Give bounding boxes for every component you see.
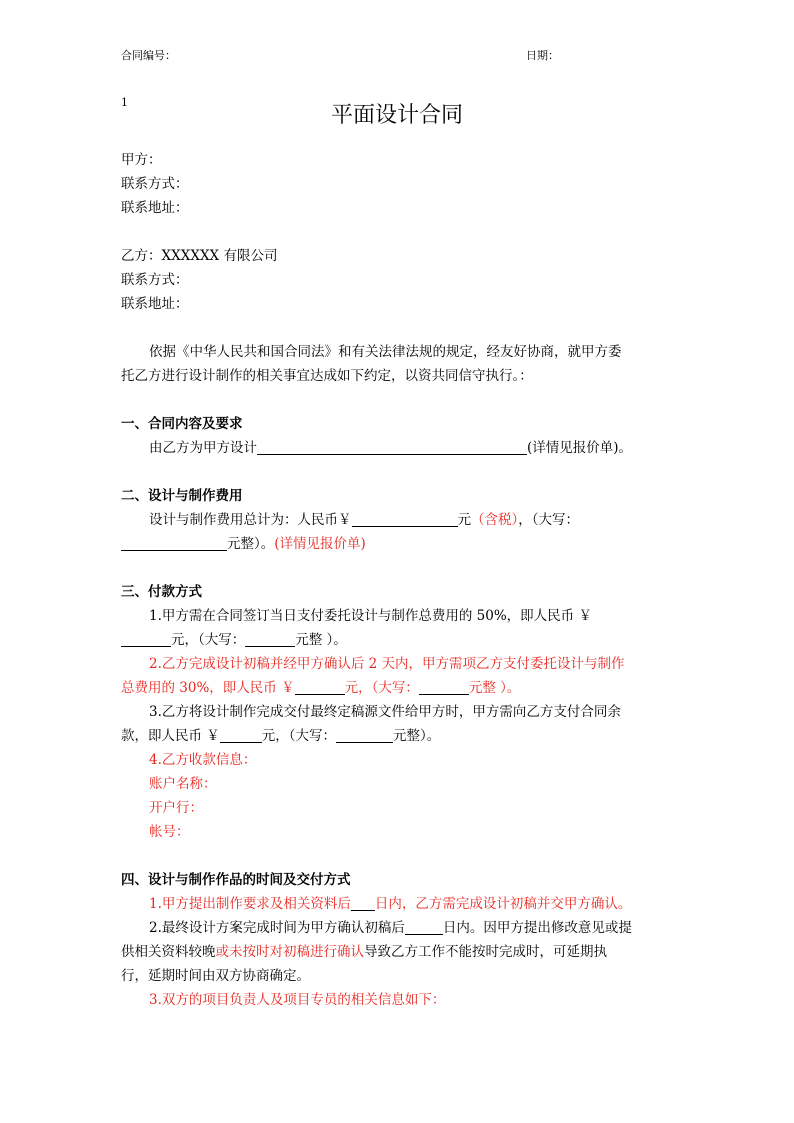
section-3-heading: 三、付款方式 [121, 584, 202, 600]
party-b-contact: 联系方式： [121, 272, 189, 288]
fee-amount-blank [352, 512, 458, 527]
contract-number-label: 合同编号： [121, 49, 176, 62]
payment-item-2-line-2: 总费用的 30%，即人民币 ￥ 元，（大写： 元整 ）。 [121, 680, 521, 696]
account-name-label: 账户名称： [149, 776, 217, 792]
delivery-item-2-line-1: 2.最终设计方案完成时间为甲方确认初稿后 日内。因甲方提出修改意见或提 [149, 920, 632, 936]
party-a-label: 甲方： [121, 152, 162, 168]
payment-item-4: 4.乙方收款信息： [149, 752, 257, 768]
design-blank [257, 440, 527, 455]
contract-body [121, 148, 669, 1012]
section-2-line-2: 元整）。(详情见报价单) [121, 532, 669, 556]
page-number: 1 [121, 96, 128, 109]
payment-item-3-line-2: 款，即人民币 ￥ 元，（大写： 元整）。 [121, 728, 441, 744]
section-1-heading: 一、合同内容及要求 [121, 416, 243, 432]
delivery-item-3: 3.双方的项目负责人及项目专员的相关信息如下： [149, 992, 446, 1008]
section-1-text: 由乙方为甲方设计 (详情见报价单)。 [149, 440, 633, 456]
payment-item-1-line-2: 元，（大写： 元整 ）。 [121, 628, 669, 652]
bank-label: 开户行： [149, 800, 203, 816]
page-title: 平面设计合同 [330, 103, 463, 128]
section-4-heading: 四、设计与制作作品的时间及交付方式 [121, 872, 351, 888]
section-2-heading: 二、设计与制作费用 [121, 488, 243, 504]
preamble-line-1: 依据《中华人民共和国合同法》和有关法律法规的规定，经友好协商，就甲方委 [149, 344, 622, 360]
party-a-contact: 联系方式： [121, 176, 189, 192]
delivery-item-2-line-2: 供相关资料较晚或未按时对初稿进行确认导致乙方工作不能按时完成时，可延期执 [121, 944, 607, 960]
party-b-label: 乙方：XXXXXX 有限公司 [121, 248, 278, 264]
party-a-address: 联系地址： [121, 200, 189, 216]
fee-uppercase-blank [121, 536, 227, 551]
preamble-line-2: 托乙方进行设计制作的相关事宜达成如下约定，以资共同信守执行。： [121, 368, 533, 384]
payment-item-2-line-1: 2.乙方完成设计初稿并经甲方确认后 2 天内，甲方需项乙方支付委托设计与制作 [149, 656, 625, 672]
payment-item-3-line-1: 3.乙方将设计制作完成交付最终定稿源文件给甲方时，甲方需向乙方支付合同余 [149, 704, 621, 720]
party-b-address: 联系地址： [121, 296, 189, 312]
payment-item-1-line-1: 1.甲方需在合同签订当日支付委托设计与制作总费用的 50%，即人民币 ￥ [149, 608, 592, 624]
date-label: 日期： [526, 49, 559, 62]
section-2-line-1: 设计与制作费用总计为：人民币￥ 元（含税），（大写： [149, 512, 579, 528]
account-number-label: 帐号： [149, 824, 190, 840]
delivery-item-1: 1.甲方提出制作要求及相关资料后 日内，乙方需完成设计初稿并交甲方确认。 [149, 896, 632, 912]
delivery-item-2-line-3: 行，延期时间由双方协商确定。 [121, 968, 310, 984]
